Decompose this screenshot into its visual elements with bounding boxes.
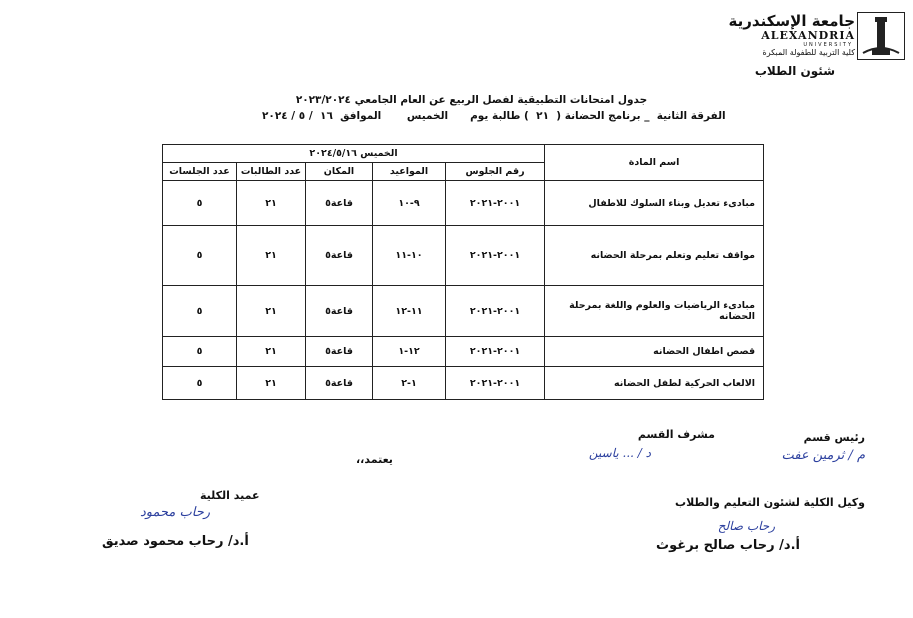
subject-cell: مبادىء تعديل وبناء السلوك للاطفال xyxy=(545,181,764,226)
sessions-cell: ٥ xyxy=(163,226,237,286)
logo-university-word: UNIVERSITY xyxy=(803,42,853,48)
table-row xyxy=(163,367,764,400)
seats-cell: ٢٠٠١-٢٠٢١ xyxy=(446,337,545,367)
sessions-cell: ٥ xyxy=(163,337,237,367)
students-cell: ٢١ xyxy=(237,226,306,286)
table-row xyxy=(163,337,764,367)
seats-cell: ٢٠٠١-٢٠٢١ xyxy=(446,367,545,400)
seats-cell: ٢٠٠١-٢٠٢١ xyxy=(446,286,545,337)
logo-english-name: ALEXANDRIA xyxy=(761,29,855,42)
time-header: المواعيد xyxy=(373,163,446,181)
students-cell: ٢١ xyxy=(237,181,306,226)
sessions-cell: ٥ xyxy=(163,181,237,226)
university-logo xyxy=(725,12,905,60)
day-header: الخميس ٢٠٢٤/٥/١٦ xyxy=(163,145,545,163)
subject-cell: مواقف تعليم وتعلم بمرحلة الحضانه xyxy=(545,226,764,286)
schedule-subtitle: الفرقة الثانية _ برنامج الحضانة ( ٢١ ) طالبة يوم الخميس الموافق ١٦ / ٥ / ٢٠٢٤ xyxy=(262,110,726,122)
place-cell: قاعة٥ xyxy=(306,181,373,226)
sessions-cell: ٥ xyxy=(163,367,237,400)
lighthouse-emblem-icon xyxy=(857,12,905,60)
place-header: المكان xyxy=(306,163,373,181)
students-cell: ٢١ xyxy=(237,367,306,400)
time-cell: ١٠-١١ xyxy=(373,226,446,286)
place-cell: قاعة٥ xyxy=(306,286,373,337)
sessions-header: عدد الجلسات xyxy=(163,163,237,181)
students-cell: ٢١ xyxy=(237,337,306,367)
department-head-signature: م / ثرمين عفت xyxy=(781,448,865,463)
subject-cell: مبادىء الرياضيات والعلوم واللغة بمرحلة الحضانه xyxy=(545,286,764,337)
seats-cell: ٢٠٠١-٢٠٢١ xyxy=(446,226,545,286)
time-cell: ١-٢ xyxy=(373,367,446,400)
place-cell: قاعة٥ xyxy=(306,367,373,400)
subject-header: اسم المادة xyxy=(545,145,764,181)
time-cell: ٩-١٠ xyxy=(373,181,446,226)
student-affairs-label: شئون الطلاب xyxy=(754,64,835,78)
students-cell: ٢١ xyxy=(237,286,306,337)
schedule-title: جدول امتحانات التطبيقية لفصل الربيع عن العام الجامعي ٢٠٢٣/٢٠٢٤ xyxy=(295,94,648,106)
place-cell: قاعة٥ xyxy=(306,226,373,286)
supervisor-title: مشرف القسم xyxy=(637,428,715,441)
table-row xyxy=(163,286,764,337)
table-header-row xyxy=(163,145,764,163)
vice-dean-signature: رحاب صالح xyxy=(717,519,775,533)
subject-cell: الالعاب الحركية لطفل الحضانه xyxy=(545,367,764,400)
place-cell: قاعة٥ xyxy=(306,337,373,367)
supervisor-signature: د / ... ياسين xyxy=(588,446,651,460)
logo-faculty-name: كلية التربية للطفولة المبكرة xyxy=(762,48,855,57)
seats-cell: ٢٠٠١-٢٠٢١ xyxy=(446,181,545,226)
vice-dean-name: أ.د/ رحاب صالح برغوث xyxy=(656,538,800,553)
approved-label: يعتمد،، xyxy=(356,453,393,466)
sessions-cell: ٥ xyxy=(163,286,237,337)
vice-dean-title: وكيل الكلية لشئون التعليم والطلاب xyxy=(675,496,865,509)
seat-number-header: رقم الجلوس xyxy=(446,163,545,181)
table-row xyxy=(163,181,764,226)
time-cell: ١١-١٢ xyxy=(373,286,446,337)
exam-schedule-table xyxy=(162,144,764,400)
students-header: عدد الطالبات xyxy=(237,163,306,181)
dean-name: أ.د/ رحاب محمود صديق xyxy=(102,534,249,549)
dean-signature: رحاب محمود xyxy=(140,505,211,520)
dean-title: عميد الكلية xyxy=(200,489,260,502)
department-head-title: رئيس قسم xyxy=(803,431,865,444)
subject-cell: قصص اطفال الحضانه xyxy=(545,337,764,367)
table-row xyxy=(163,226,764,286)
time-cell: ١٢-١ xyxy=(373,337,446,367)
logo-arabic-name: جامعة الإسكندرية xyxy=(728,12,855,30)
